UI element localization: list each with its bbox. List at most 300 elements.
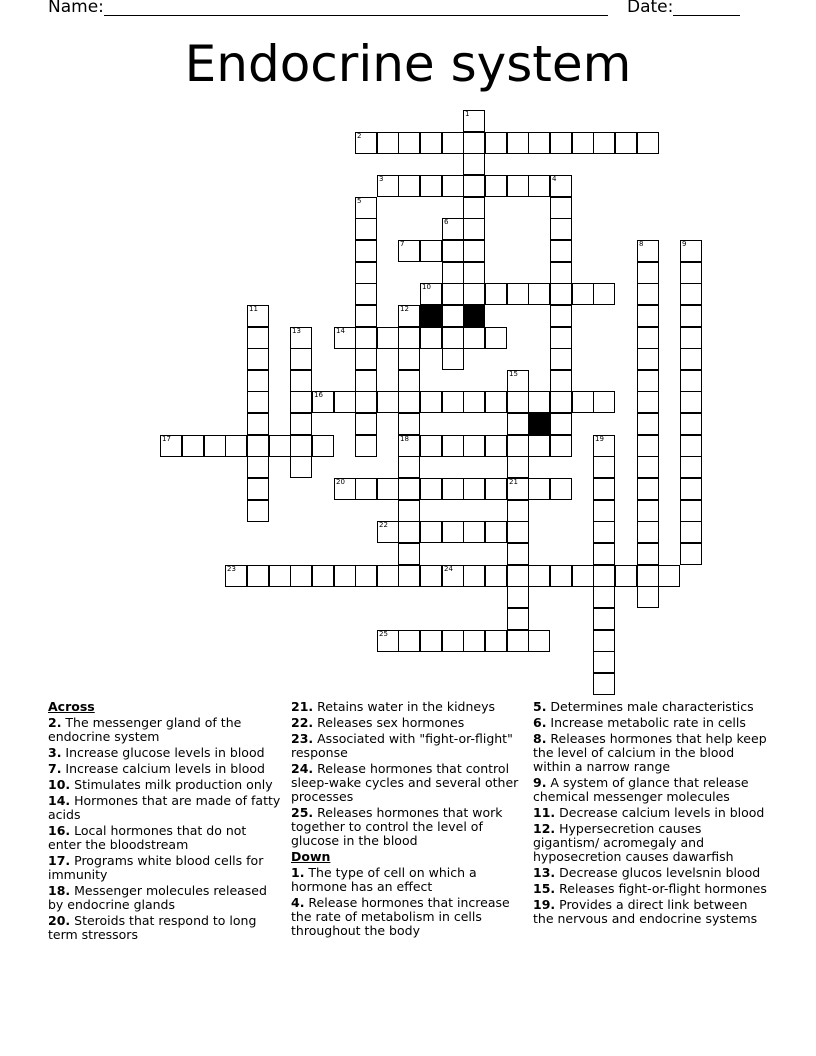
- grid-cell[interactable]: [355, 132, 377, 154]
- clue-num: 24.: [291, 761, 314, 776]
- grid-cell[interactable]: [442, 391, 464, 413]
- grid-cell[interactable]: [528, 478, 550, 500]
- grid-cell[interactable]: [507, 608, 529, 630]
- grid-cell[interactable]: [680, 500, 702, 522]
- grid-cell[interactable]: [269, 565, 291, 587]
- grid-cell[interactable]: [290, 327, 312, 349]
- grid-cell[interactable]: [420, 391, 442, 413]
- grid-cell[interactable]: [550, 283, 572, 305]
- clue-text: Increase metabolic rate in cells: [546, 715, 746, 730]
- grid-cell[interactable]: [485, 521, 507, 543]
- clue-number: 10: [422, 283, 431, 291]
- grid-cell[interactable]: [637, 478, 659, 500]
- grid-cell[interactable]: [355, 327, 377, 349]
- grid-cell[interactable]: [550, 348, 572, 370]
- down-clue: [533, 776, 768, 804]
- grid-cell[interactable]: [485, 327, 507, 349]
- grid-cell[interactable]: [463, 521, 485, 543]
- grid-cell[interactable]: [637, 283, 659, 305]
- clue-text: Release hormones that control sleep-wake cycles and several other processes: [291, 761, 519, 804]
- clue-num: 11.: [533, 805, 556, 820]
- grid-cell[interactable]: [528, 565, 550, 587]
- grid-cell[interactable]: [550, 218, 572, 240]
- grid-cell[interactable]: [334, 327, 356, 349]
- grid-cell[interactable]: [572, 283, 594, 305]
- down-clue: [291, 896, 526, 938]
- grid-cell[interactable]: [442, 630, 464, 652]
- clue-num: 5.: [533, 699, 547, 714]
- grid-cell[interactable]: [463, 153, 485, 175]
- grid-cell[interactable]: [442, 218, 464, 240]
- grid-cell[interactable]: [637, 305, 659, 327]
- grid-cell[interactable]: [615, 132, 637, 154]
- clue-text: Retains water in the kidneys: [313, 699, 495, 714]
- grid-cell[interactable]: [550, 262, 572, 284]
- clues-column-3: [533, 700, 768, 928]
- grid-cell[interactable]: [420, 630, 442, 652]
- grid-cell[interactable]: [442, 435, 464, 457]
- grid-cell[interactable]: [463, 630, 485, 652]
- grid-cell[interactable]: [420, 435, 442, 457]
- clue-text: Hormones that are made of fatty acids: [48, 793, 281, 822]
- grid-cell[interactable]: [247, 327, 269, 349]
- grid-cell[interactable]: [398, 175, 420, 197]
- grid-cell[interactable]: [507, 132, 529, 154]
- grid-cell[interactable]: [420, 327, 442, 349]
- grid-cell[interactable]: [312, 391, 334, 413]
- clue-num: 12.: [533, 821, 556, 836]
- grid-cell[interactable]: [442, 175, 464, 197]
- clue-text: Hypersecretion causes gigantism/ acromegaly and hyposecretion causes dawarfish: [533, 821, 734, 864]
- grid-cell[interactable]: [420, 283, 442, 305]
- down-clue: [533, 866, 768, 880]
- clue-number: 12: [400, 305, 409, 313]
- clue-text: Provides a direct link between the nervous and endocrine systems: [533, 897, 758, 926]
- grid-cell[interactable]: [355, 565, 377, 587]
- grid-cell[interactable]: [398, 521, 420, 543]
- grid-cell[interactable]: [637, 543, 659, 565]
- black-cell: [463, 305, 485, 327]
- grid-cell[interactable]: [507, 456, 529, 478]
- grid-cell[interactable]: [637, 348, 659, 370]
- grid-cell[interactable]: [528, 283, 550, 305]
- clue-number: 13: [292, 327, 301, 335]
- clue-number: 25: [379, 630, 388, 638]
- grid-cell[interactable]: [593, 283, 615, 305]
- grid-cell[interactable]: [637, 132, 659, 154]
- clue-num: 20.: [48, 913, 71, 928]
- clue-text: Associated with "fight-or-flight" response: [291, 731, 513, 760]
- clue-number: 2: [357, 132, 362, 140]
- grid-cell[interactable]: [507, 283, 529, 305]
- clue-num: 19.: [533, 897, 556, 912]
- across-clue: [291, 700, 526, 714]
- across-clue: [48, 716, 283, 744]
- grid-cell[interactable]: [290, 413, 312, 435]
- clue-text: Local hormones that do not enter the bloodstream: [48, 823, 247, 852]
- grid-cell[interactable]: [550, 327, 572, 349]
- grid-cell[interactable]: [507, 521, 529, 543]
- grid-cell[interactable]: [463, 435, 485, 457]
- grid-cell[interactable]: [680, 543, 702, 565]
- grid-cell[interactable]: [247, 565, 269, 587]
- clue-text: Decrease calcium levels in blood: [555, 805, 765, 820]
- grid-cell[interactable]: [420, 132, 442, 154]
- grid-cell[interactable]: [463, 110, 485, 132]
- clue-number: 15: [509, 370, 518, 378]
- grid-cell[interactable]: [637, 391, 659, 413]
- grid-cell[interactable]: [463, 175, 485, 197]
- clue-num: 8.: [533, 731, 547, 746]
- grid-cell[interactable]: [355, 240, 377, 262]
- clue-num: 23.: [291, 731, 314, 746]
- grid-cell[interactable]: [247, 348, 269, 370]
- grid-cell[interactable]: [485, 391, 507, 413]
- clue-num: 16.: [48, 823, 71, 838]
- grid-cell[interactable]: [247, 478, 269, 500]
- grid-cell[interactable]: [680, 456, 702, 478]
- clue-number: 24: [444, 565, 453, 573]
- grid-cell[interactable]: [377, 565, 399, 587]
- grid-cell[interactable]: [398, 478, 420, 500]
- grid-cell[interactable]: [680, 348, 702, 370]
- clue-text: Releases sex hormones: [313, 715, 465, 730]
- grid-cell[interactable]: [572, 565, 594, 587]
- black-cell: [420, 305, 442, 327]
- grid-cell[interactable]: [377, 521, 399, 543]
- clue-number: 11: [249, 305, 258, 313]
- clue-number: 18: [400, 435, 409, 443]
- grid-cell[interactable]: [507, 435, 529, 457]
- grid-cell[interactable]: [247, 391, 269, 413]
- grid-cell[interactable]: [398, 413, 420, 435]
- grid-cell[interactable]: [247, 413, 269, 435]
- grid-cell[interactable]: [398, 132, 420, 154]
- grid-cell[interactable]: [637, 586, 659, 608]
- grid-cell[interactable]: [507, 175, 529, 197]
- grid-cell[interactable]: [398, 435, 420, 457]
- grid-cell[interactable]: [550, 370, 572, 392]
- grid-cell[interactable]: [398, 240, 420, 262]
- grid-cell[interactable]: [247, 500, 269, 522]
- clue-number: 16: [314, 391, 323, 399]
- grid-cell[interactable]: [355, 283, 377, 305]
- clue-number: 1: [465, 110, 470, 118]
- grid-cell[interactable]: [463, 218, 485, 240]
- grid-cell[interactable]: [398, 500, 420, 522]
- grid-cell[interactable]: [507, 500, 529, 522]
- grid-cell[interactable]: [442, 565, 464, 587]
- clue-number: 23: [227, 565, 236, 573]
- across-clue: [291, 716, 526, 730]
- grid-cell[interactable]: [463, 478, 485, 500]
- grid-cell[interactable]: [377, 391, 399, 413]
- grid-cell[interactable]: [398, 305, 420, 327]
- grid-cell[interactable]: [247, 456, 269, 478]
- clue-text: Stimulates milk production only: [70, 777, 273, 792]
- grid-cell[interactable]: [637, 413, 659, 435]
- grid-cell[interactable]: [550, 305, 572, 327]
- grid-cell[interactable]: [398, 391, 420, 413]
- grid-cell[interactable]: [485, 132, 507, 154]
- grid-cell[interactable]: [247, 305, 269, 327]
- grid-cell[interactable]: [637, 240, 659, 262]
- grid-cell[interactable]: [680, 240, 702, 262]
- grid-cell[interactable]: [442, 521, 464, 543]
- grid-cell[interactable]: [463, 197, 485, 219]
- grid-cell[interactable]: [485, 478, 507, 500]
- across-clue: [48, 824, 283, 852]
- grid-cell[interactable]: [507, 543, 529, 565]
- grid-cell[interactable]: [225, 565, 247, 587]
- down-clue: [533, 716, 768, 730]
- grid-cell[interactable]: [637, 370, 659, 392]
- grid-cell[interactable]: [593, 608, 615, 630]
- grid-cell[interactable]: [593, 543, 615, 565]
- across-clue: [291, 806, 526, 848]
- grid-cell[interactable]: [290, 370, 312, 392]
- clue-text: Releases hormones that help keep the level of calcium in the blood within a narrow range: [533, 731, 767, 774]
- grid-cell[interactable]: [463, 283, 485, 305]
- grid-cell[interactable]: [398, 370, 420, 392]
- clue-text: Messenger molecules released by endocrine glands: [48, 883, 267, 912]
- grid-cell[interactable]: [680, 478, 702, 500]
- across-clue: [48, 794, 283, 822]
- grid-cell[interactable]: [334, 478, 356, 500]
- grid-cell[interactable]: [507, 630, 529, 652]
- down-heading: Down: [291, 849, 331, 864]
- grid-cell[interactable]: [290, 565, 312, 587]
- grid-cell[interactable]: [593, 132, 615, 154]
- grid-cell[interactable]: [528, 132, 550, 154]
- grid-cell[interactable]: [355, 305, 377, 327]
- grid-cell[interactable]: [593, 586, 615, 608]
- grid-cell[interactable]: [442, 327, 464, 349]
- grid-cell[interactable]: [680, 521, 702, 543]
- grid-cell[interactable]: [312, 435, 334, 457]
- down-clue: [533, 882, 768, 896]
- clue-number: 19: [595, 435, 604, 443]
- down-clue: [533, 732, 768, 774]
- grid-cell[interactable]: [593, 651, 615, 673]
- grid-cell[interactable]: [398, 543, 420, 565]
- grid-cell[interactable]: [637, 262, 659, 284]
- grid-cell[interactable]: [355, 391, 377, 413]
- grid-cell[interactable]: [593, 630, 615, 652]
- grid-cell[interactable]: [528, 435, 550, 457]
- grid-cell[interactable]: [334, 391, 356, 413]
- grid-cell[interactable]: [290, 348, 312, 370]
- grid-cell[interactable]: [442, 132, 464, 154]
- grid-cell[interactable]: [637, 500, 659, 522]
- down-clue: [533, 700, 768, 714]
- clues-column-2: [291, 700, 526, 940]
- grid-cell[interactable]: [463, 132, 485, 154]
- grid-cell[interactable]: [485, 283, 507, 305]
- grid-cell[interactable]: [680, 283, 702, 305]
- grid-cell[interactable]: [637, 565, 659, 587]
- grid-cell[interactable]: [593, 456, 615, 478]
- grid-cell[interactable]: [680, 435, 702, 457]
- grid-cell[interactable]: [377, 327, 399, 349]
- grid-cell[interactable]: [398, 348, 420, 370]
- grid-cell[interactable]: [507, 586, 529, 608]
- grid-cell[interactable]: [485, 565, 507, 587]
- grid-cell[interactable]: [550, 240, 572, 262]
- grid-cell[interactable]: [572, 391, 594, 413]
- across-clue: [291, 732, 526, 760]
- grid-cell[interactable]: [290, 456, 312, 478]
- grid-cell[interactable]: [355, 413, 377, 435]
- grid-cell[interactable]: [290, 435, 312, 457]
- grid-cell[interactable]: [507, 478, 529, 500]
- grid-cell[interactable]: [550, 175, 572, 197]
- grid-cell[interactable]: [182, 435, 204, 457]
- grid-cell[interactable]: [680, 262, 702, 284]
- grid-cell[interactable]: [550, 197, 572, 219]
- grid-cell[interactable]: [442, 478, 464, 500]
- clue-number: 3: [379, 175, 384, 183]
- grid-cell[interactable]: [463, 565, 485, 587]
- grid-cell[interactable]: [269, 435, 291, 457]
- grid-cell[interactable]: [442, 262, 464, 284]
- clue-number: 14: [336, 327, 345, 335]
- clue-num: 25.: [291, 805, 314, 820]
- grid-cell[interactable]: [398, 327, 420, 349]
- grid-cell[interactable]: [507, 413, 529, 435]
- clue-text: Releases hormones that work together to control the level of glucose in the blood: [291, 805, 503, 848]
- grid-cell[interactable]: [420, 240, 442, 262]
- grid-cell[interactable]: [507, 370, 529, 392]
- clue-num: 1.: [291, 865, 305, 880]
- grid-cell[interactable]: [377, 630, 399, 652]
- grid-cell[interactable]: [507, 565, 529, 587]
- grid-cell[interactable]: [550, 391, 572, 413]
- grid-cell[interactable]: [593, 521, 615, 543]
- down-clue: [533, 822, 768, 864]
- clue-number: 17: [162, 435, 171, 443]
- grid-cell[interactable]: [593, 435, 615, 457]
- grid-cell[interactable]: [593, 500, 615, 522]
- grid-cell[interactable]: [550, 132, 572, 154]
- grid-cell[interactable]: [485, 175, 507, 197]
- grid-cell[interactable]: [593, 478, 615, 500]
- grid-cell[interactable]: [442, 240, 464, 262]
- grid-cell[interactable]: [355, 478, 377, 500]
- clue-num: 18.: [48, 883, 71, 898]
- grid-cell[interactable]: [637, 521, 659, 543]
- grid-cell[interactable]: [420, 175, 442, 197]
- clue-text: The type of cell on which a hormone has an effect: [291, 865, 477, 894]
- grid-cell[interactable]: [377, 132, 399, 154]
- grid-cell[interactable]: [593, 673, 615, 695]
- grid-cell[interactable]: [528, 175, 550, 197]
- grid-cell[interactable]: [463, 240, 485, 262]
- grid-cell[interactable]: [528, 391, 550, 413]
- grid-cell[interactable]: [593, 565, 615, 587]
- down-clue: [533, 898, 768, 926]
- grid-cell[interactable]: [247, 435, 269, 457]
- grid-cell[interactable]: [680, 391, 702, 413]
- grid-cell[interactable]: [355, 370, 377, 392]
- grid-cell[interactable]: [420, 521, 442, 543]
- grid-cell[interactable]: [680, 305, 702, 327]
- grid-cell[interactable]: [355, 262, 377, 284]
- grid-cell[interactable]: [420, 565, 442, 587]
- name-label: Name:: [48, 0, 104, 17]
- grid-cell[interactable]: [572, 132, 594, 154]
- grid-cell[interactable]: [658, 565, 680, 587]
- grid-cell[interactable]: [463, 391, 485, 413]
- grid-cell[interactable]: [680, 413, 702, 435]
- clue-number: 6: [444, 218, 449, 226]
- grid-cell[interactable]: [463, 327, 485, 349]
- grid-cell[interactable]: [442, 305, 464, 327]
- clue-num: 15.: [533, 881, 556, 896]
- grid-cell[interactable]: [377, 478, 399, 500]
- grid-cell[interactable]: [637, 456, 659, 478]
- grid-cell[interactable]: [355, 197, 377, 219]
- grid-cell[interactable]: [442, 283, 464, 305]
- grid-cell[interactable]: [420, 478, 442, 500]
- grid-cell[interactable]: [204, 435, 226, 457]
- grid-cell[interactable]: [312, 565, 334, 587]
- clue-text: Determines male characteristics: [546, 699, 754, 714]
- grid-cell[interactable]: [550, 435, 572, 457]
- grid-cell[interactable]: [290, 391, 312, 413]
- across-clue: [48, 914, 283, 942]
- grid-cell[interactable]: [507, 391, 529, 413]
- clue-text: Programs white blood cells for immunity: [48, 853, 264, 882]
- grid-cell[interactable]: [225, 435, 247, 457]
- across-clue: [48, 884, 283, 912]
- clue-num: 7.: [48, 761, 62, 776]
- grid-cell[interactable]: [398, 565, 420, 587]
- grid-cell[interactable]: [463, 262, 485, 284]
- grid-cell[interactable]: [355, 348, 377, 370]
- grid-cell[interactable]: [615, 565, 637, 587]
- down-clue: [533, 806, 768, 820]
- grid-cell[interactable]: [637, 327, 659, 349]
- grid-cell[interactable]: [680, 370, 702, 392]
- grid-cell[interactable]: [334, 565, 356, 587]
- grid-cell[interactable]: [550, 478, 572, 500]
- grid-cell[interactable]: [377, 175, 399, 197]
- grid-cell[interactable]: [637, 435, 659, 457]
- grid-cell[interactable]: [398, 456, 420, 478]
- grid-cell[interactable]: [550, 565, 572, 587]
- grid-cell[interactable]: [398, 630, 420, 652]
- clues-column-1: [48, 700, 283, 944]
- grid-cell[interactable]: [485, 630, 507, 652]
- grid-cell[interactable]: [680, 327, 702, 349]
- clue-num: 2.: [48, 715, 62, 730]
- grid-cell[interactable]: [485, 435, 507, 457]
- grid-cell[interactable]: [593, 391, 615, 413]
- grid-cell[interactable]: [550, 413, 572, 435]
- clue-num: 13.: [533, 865, 556, 880]
- grid-cell[interactable]: [355, 435, 377, 457]
- grid-cell[interactable]: [442, 348, 464, 370]
- clue-number: 8: [639, 240, 644, 248]
- grid-cell[interactable]: [528, 630, 550, 652]
- grid-cell[interactable]: [247, 370, 269, 392]
- clue-number: 22: [379, 521, 388, 529]
- grid-cell[interactable]: [160, 435, 182, 457]
- grid-cell[interactable]: [355, 218, 377, 240]
- clue-number: 5: [357, 197, 362, 205]
- clue-text: Steroids that respond to long term stressors: [48, 913, 257, 942]
